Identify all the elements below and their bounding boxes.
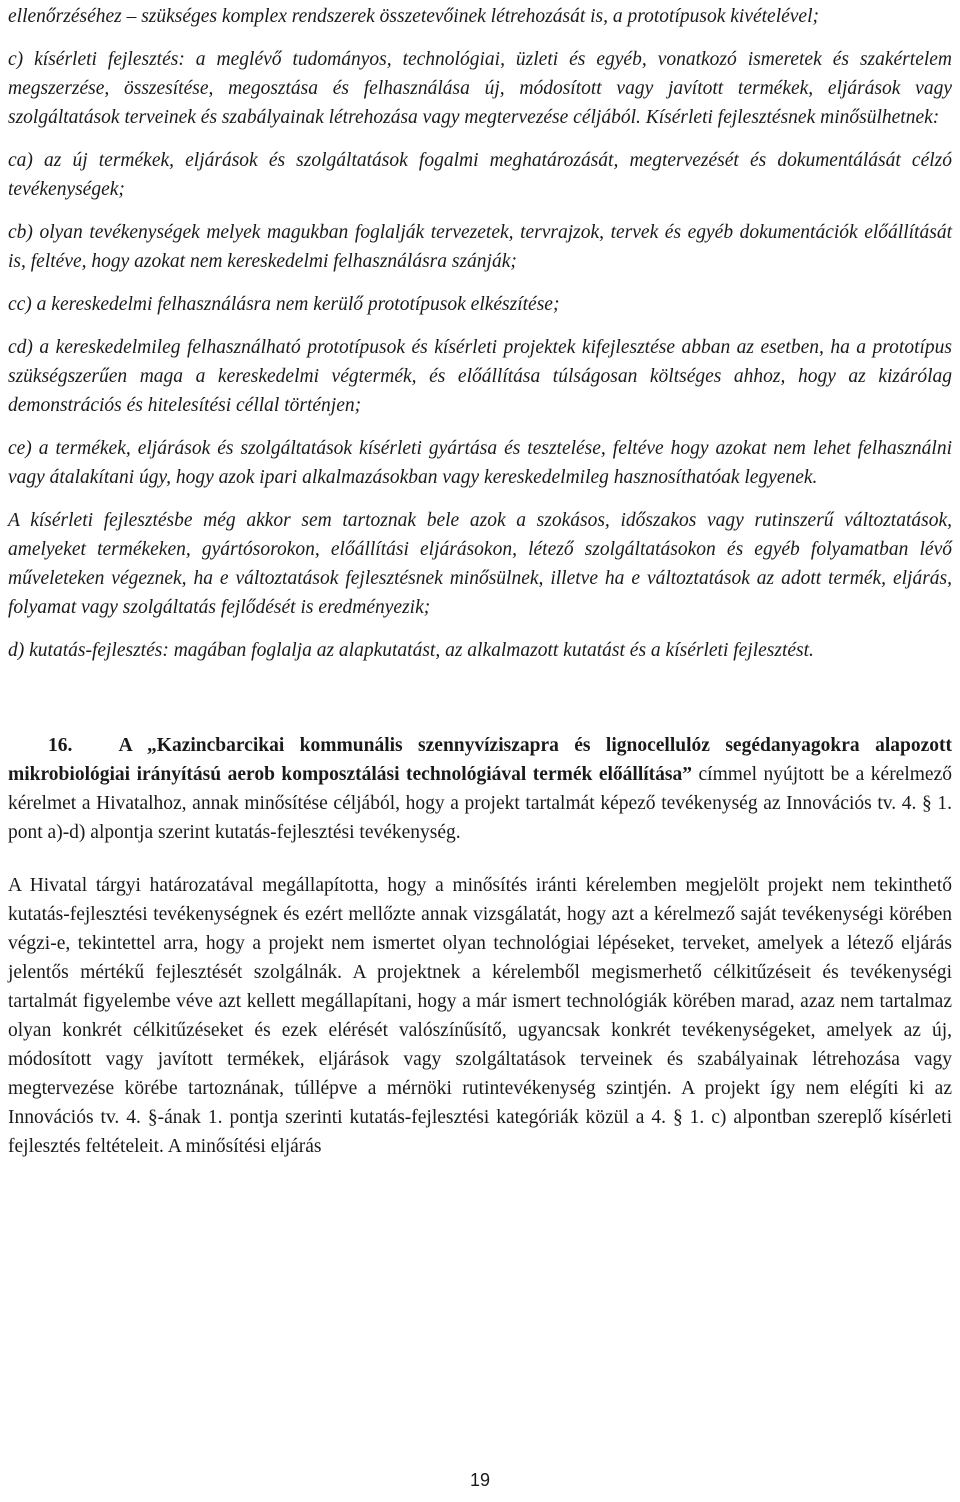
paragraph-exclusion: A kísérleti fejlesztésbe még akkor sem tartoznak bele azok a szokásos, időszakos vagy rutinszerű változtatások, amelyeket termékeken, gyártósorokon, előállítási eljárásokon, létező szolgáltatásokon és egyéb folyamatban lévő műveleteken végeznek, ha e változtatások fejlesztésnek minősülnek, illetve ha e változtatások az adott termék, eljárás, folyamat vagy szolgáltatás fejlődését is eredményezik; [8,510,952,618]
paragraph-cb: cb) olyan tevékenységek melyek magukban foglalják tervezetek, tervrajzok, tervek és egyéb dokumentációk előállítását is, feltéve, hogy azokat nem kereskedelmi felhasználásra szánják; [8,222,952,272]
section-number: 16. [48,735,73,756]
project-title: „Kazincbarcikai kommunális szennyvíziszapra és lignocellulóz segédanyagokra alapozott mikrobiológiai irányítású aerob komposztálási technológiával termék előállítása” [8,735,952,785]
section-16-paragraph [8,731,952,847]
paragraph-cc: cc) a kereskedelmi felhasználásra nem kerülő prototípusok elkészítése; [8,294,560,315]
paragraph-ca: ca) az új termékek, eljárások és szolgáltatások fogalmi meghatározását, megtervezését és dokumentálását célzó tevékenységek; [8,150,952,200]
decision-paragraph: A Hivatal tárgyi határozatával megállapította, hogy a minősítés iránti kérelemben megjelölt projekt nem tekinthető kutatás-fejlesztési tevékenységnek és ezért mellőzte annak vizsgálatát, hogy azt a kérelmező saját tevékenységi körében végzi-e, tekintettel arra, hogy a projekt nem ismertet olyan technológiai lépéseket, terveket, amelyek a létező eljárás jelentős mértékű fejlesztését szolgálnák. A projektnek a kérelemből megismerhető célkitűzéseit és tevékenységi tartalmát figyelembe véve azt kellett megállapítani, hogy a már ismert technológiák körében marad, azaz nem tartalmaz olyan konkrét célkitűzéseket és ezek elérését valószínűsítő, ugyancsak konkrét tevékenységeket, amelyek az új, módosított vagy javított termékek, eljárások vagy szolgáltatások terveinek és szabályainak létrehozása vagy megtervezése körébe tartoznának, túllépve a mérnöki rutintevékenység szintjén. A projekt így nem elégíti ki az Innovációs tv. 4. §-ának 1. pontja szerinti kutatás-fejlesztési kategóriák közül a 4. § 1. c) alpontban szereplő kísérleti fejlesztés feltételeit. A minősítési eljárás [8,875,952,1157]
document-page [8,2,952,1161]
section-prefix: A [118,735,148,756]
paragraph-cd: cd) a kereskedelmileg felhasználható prototípusok és kísérleti projektek kifejlesztése abban az esetben, ha a prototípus szükségszerűen maga a kereskedelmi végtermék, és előállítása túlságosan költséges ahhoz, hogy az kizárólag demonstrációs és hitelesítési céllal történjen; [8,337,952,416]
paragraph-d-research-development: d) kutatás-fejlesztés: magában foglalja az alapkutatást, az alkalmazott kutatást és a kísérleti fejlesztést. [8,640,814,661]
paragraph-intro-tail: ellenőrzéséhez – szükséges komplex rendszerek összetevőinek létrehozását is, a prototípusok kivételével; [8,6,820,27]
page-number: 19 [469,1470,491,1490]
section-16-body: címmel nyújtott be a kérelmező kérelmet a Hivatalhoz, annak minősítése céljából, hogy a projekt tartalmát képező tevékenység az Innovációs tv. 4. § 1. pont a)-d) alpontja szerint kutatás-fejlesztési tevékenység. [8,764,952,843]
paragraph-ce: ce) a termékek, eljárások és szolgáltatások kísérleti gyártása és tesztelése, feltéve hogy azokat nem lehet felhasználni vagy átalakítani úgy, hogy azok ipari alkalmazásokban vagy kereskedelmileg hasznosíthatóak legyenek. [8,438,952,488]
paragraph-c-experimental-development: c) kísérleti fejlesztés: a meglévő tudományos, technológiai, üzleti és egyéb, vonatkozó ismeretek és szakértelem megszerzése, összesítése, megosztása és felhasználása új, módosított vagy javított termékek, eljárások vagy szolgáltatások terveinek és szabályainak létrehozása vagy megtervezése céljából. Kísérleti fejlesztésnek minősülhetnek: [8,49,952,128]
